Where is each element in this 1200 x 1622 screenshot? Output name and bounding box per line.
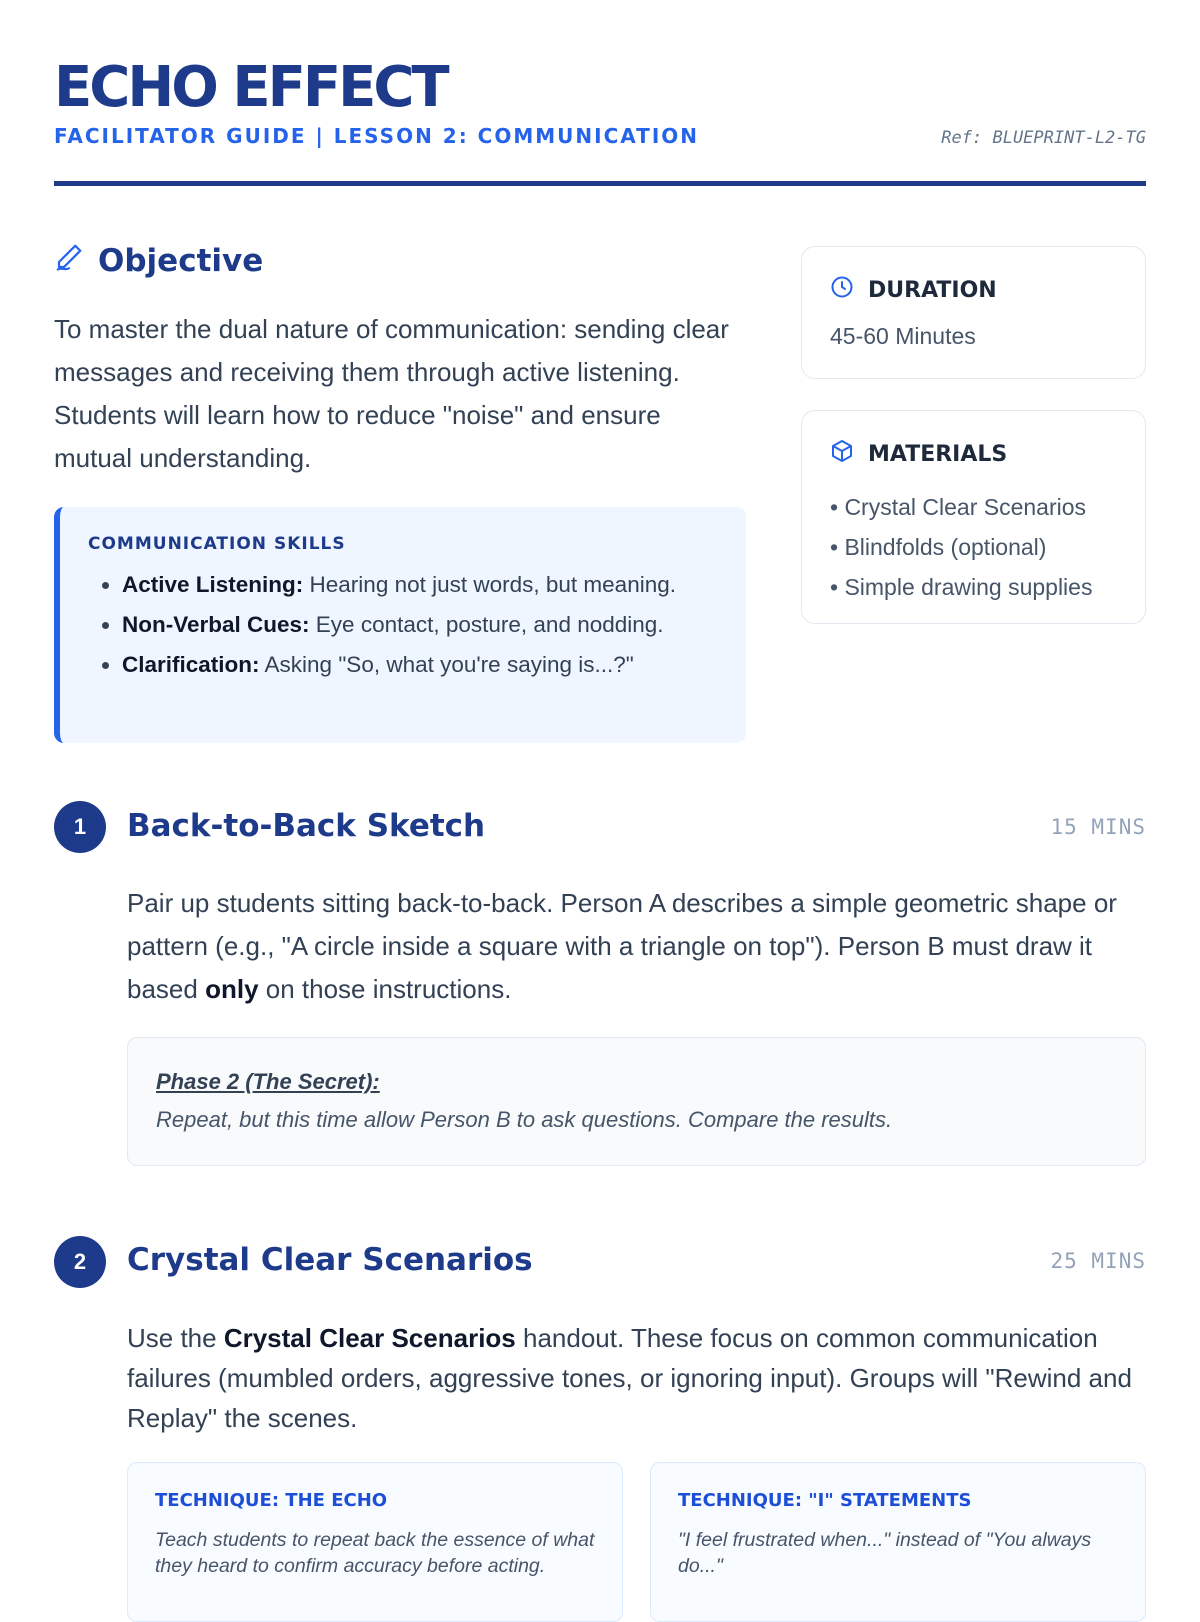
skill-desc: Eye contact, posture, and nodding. — [309, 612, 664, 637]
skill-desc: Hearing not just words, but meaning. — [303, 572, 676, 597]
duration-card — [801, 246, 1146, 379]
section-1-text — [127, 882, 1146, 1011]
technique-echo-card — [127, 1462, 623, 1622]
section-2-text — [127, 1318, 1146, 1438]
duration-label: DURATION — [868, 277, 997, 303]
section-2-time: 25 MINS — [1050, 1249, 1146, 1273]
technique-title: TECHNIQUE: "I" STATEMENTS — [678, 1490, 972, 1511]
duration-heading — [830, 275, 1117, 305]
technique-text: Teach students to repeat back the essence of what they heard to confirm accuracy before acting. — [155, 1529, 595, 1577]
objective-heading — [54, 242, 263, 280]
section-1-text-part: on those instructions. — [258, 974, 512, 1004]
brand-title: ECHO EFFECT — [54, 55, 447, 120]
clock-icon — [830, 275, 868, 305]
communication-skills-box — [54, 507, 746, 743]
skill-term: Clarification: — [122, 652, 260, 677]
list-item: • Crystal Clear Scenarios — [830, 494, 1087, 520]
section-1-text-part: Pair up students sitting back-to-back. Person A describes a simple geometric shape or pattern (e.g., "A circle inside a square with a triangle on top"). Person B must draw it based — [127, 888, 1117, 1004]
section-2-text-emphasis: Crystal Clear Scenarios — [223, 1323, 516, 1353]
header-divider — [54, 181, 1146, 186]
list-item — [122, 568, 722, 601]
skill-term: Active Listening: — [122, 572, 304, 597]
technique-i-statements-card — [650, 1462, 1146, 1622]
materials-label: MATERIALS — [868, 441, 1008, 467]
section-2-text-part: Use the — [127, 1323, 224, 1353]
pen-icon — [54, 242, 98, 280]
section-1-time: 15 MINS — [1050, 815, 1146, 839]
duration-value: 45-60 Minutes — [830, 323, 976, 349]
materials-card — [801, 410, 1146, 624]
phase-text: Repeat, but this time allow Person B to ask questions. Compare the results. — [156, 1107, 893, 1132]
section-1-number: 1 — [54, 801, 106, 853]
phase-2-callout — [127, 1037, 1146, 1166]
section-2-title: Crystal Clear Scenarios — [127, 1242, 533, 1278]
reference-code: Ref: BLUEPRINT-L2-TG — [941, 128, 1146, 148]
materials-heading — [830, 439, 1117, 469]
section-2-text-part: handout. These focus on common communication failures (mumbled orders, aggressive tones, or ignoring input). Groups will "Rewind and Replay" the scenes. — [127, 1323, 1132, 1433]
materials-list — [830, 487, 1117, 607]
objective-text: To master the dual nature of communication: sending clear messages and receiving them through active listening. Students will learn how to reduce "noise" and ensure mutual understanding. — [54, 314, 729, 473]
technique-title: TECHNIQUE: THE ECHO — [155, 1490, 388, 1511]
guide-page — [54, 0, 1146, 1600]
objective-heading-label: Objective — [98, 243, 264, 279]
skill-term: Non-Verbal Cues: — [122, 612, 310, 637]
list-item: • Simple drawing supplies — [830, 574, 1093, 600]
section-1-text-emphasis: only — [205, 974, 259, 1004]
list-item — [122, 608, 722, 641]
list-item: • Blindfolds (optional) — [830, 534, 1047, 560]
section-1-title: Back-to-Back Sketch — [127, 808, 486, 844]
skills-list — [88, 568, 722, 681]
phase-title: Phase 2 (The Secret): — [156, 1069, 380, 1094]
technique-text: "I feel frustrated when..." instead of "You always do..." — [678, 1529, 1092, 1577]
skill-desc: Asking "So, what you're saying is...?" — [259, 652, 634, 677]
skills-title: COMMUNICATION SKILLS — [88, 534, 346, 554]
section-2-number: 2 — [54, 1236, 106, 1288]
list-item — [122, 648, 722, 681]
box-icon — [830, 439, 868, 469]
guide-subtitle: FACILITATOR GUIDE | LESSON 2: COMMUNICATION — [54, 124, 699, 148]
